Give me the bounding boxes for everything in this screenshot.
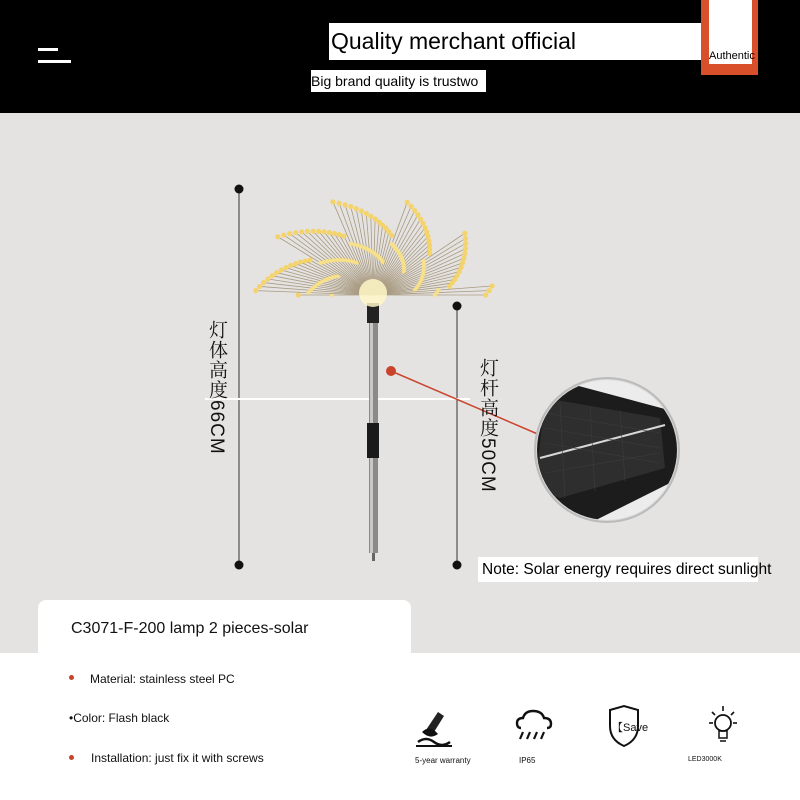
bullet-dot xyxy=(69,675,74,680)
pole-height-bottom-dot xyxy=(453,561,462,570)
page-subtitle: Big brand quality is trustwo xyxy=(311,73,479,89)
authentic-badge-label: Authentic xyxy=(709,50,755,62)
body-height-top-dot xyxy=(235,185,244,194)
rain-cloud-icon xyxy=(513,708,555,744)
spec-installation: Installation: just fix it with screws xyxy=(91,751,264,765)
body-height-bottom-dot xyxy=(235,561,244,570)
subtitle-box xyxy=(311,70,486,92)
menu-icon[interactable] xyxy=(38,48,72,66)
note-box xyxy=(478,557,772,582)
feature-label-save: 【Save xyxy=(612,722,649,734)
feature-label-ip65: IP65 xyxy=(519,756,536,765)
spec-color: •Color: Flash black xyxy=(69,711,170,725)
bullet-dot xyxy=(69,755,74,760)
feature-label-led: LED3000K xyxy=(688,756,722,763)
solar-pointer-line xyxy=(391,371,540,435)
warranty-icon xyxy=(414,706,454,748)
spec-material: Material: stainless steel PC xyxy=(90,672,235,686)
feature-label-warranty: 5-year warranty xyxy=(415,756,471,765)
page-title: Quality merchant official xyxy=(331,28,577,54)
model-card xyxy=(38,600,411,660)
pole-height-top-dot xyxy=(453,302,462,311)
authentic-badge xyxy=(701,0,758,75)
light-bulb-icon xyxy=(704,704,742,748)
title-box xyxy=(329,23,750,60)
solar-pointer-dot xyxy=(386,366,396,376)
model-name: C3071-F-200 lamp 2 pieces-solar xyxy=(71,620,309,637)
lamp-body-height-label: 灯体高度66CM xyxy=(206,320,227,455)
lamp-pole-height-label: 灯杆高度50CM xyxy=(477,358,498,493)
sunlight-note: Note: Solar energy requires direct sunlight xyxy=(482,561,772,578)
